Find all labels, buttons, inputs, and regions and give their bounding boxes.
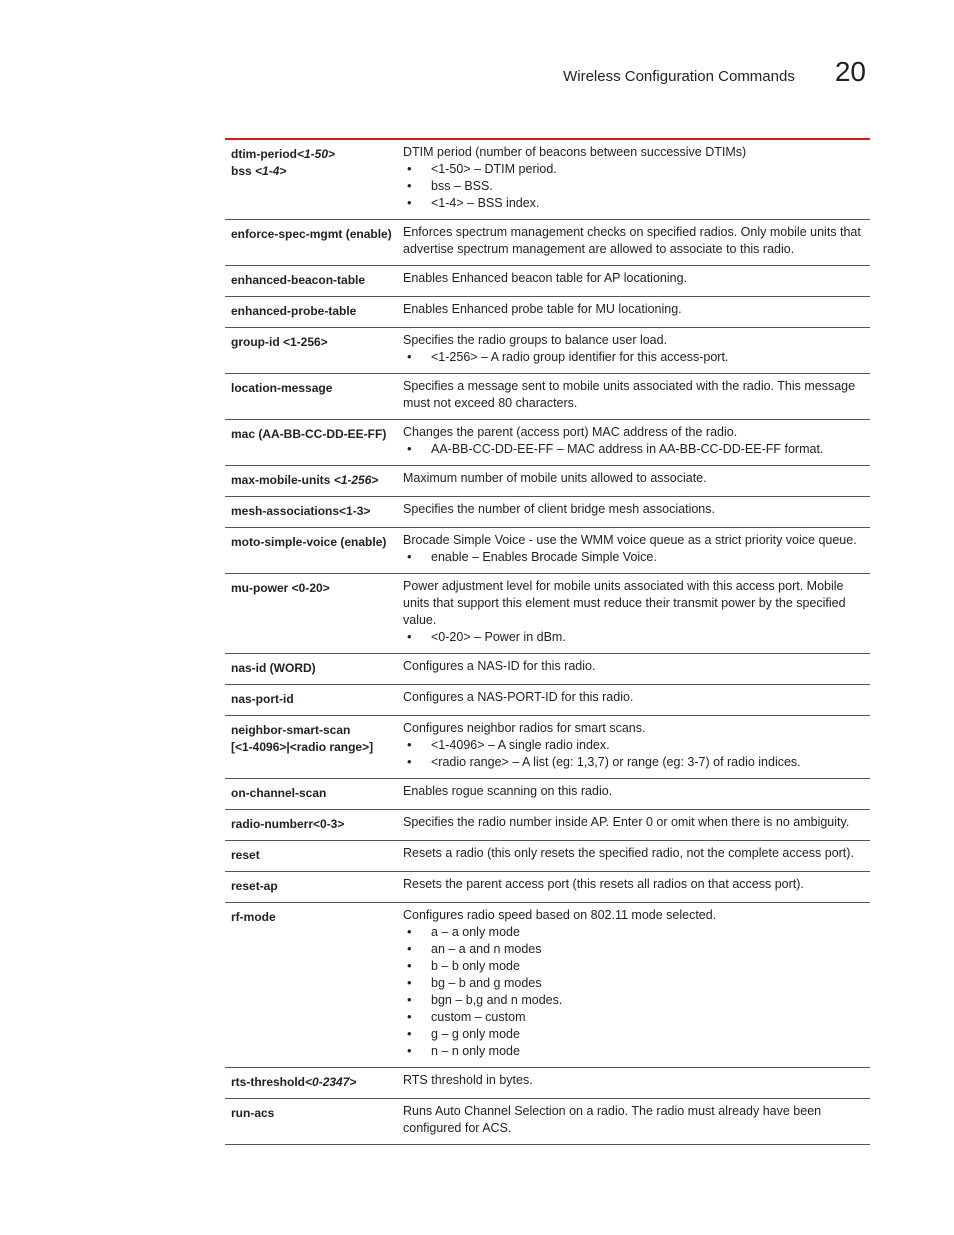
- description-text: Power adjustment level for mobile units associated with this access port. Mobile units that support this element must reduce their transmit power by the specified value.: [403, 579, 846, 627]
- bullet-icon: •: [407, 754, 412, 769]
- command-keyword: neighbor-smart-scan: [231, 723, 351, 737]
- list-item-text: bg – b and g modes: [431, 976, 542, 990]
- command-cell: [225, 501, 403, 520]
- list-item: [403, 178, 866, 195]
- command-name-line: [231, 146, 403, 163]
- command-cell: [225, 301, 403, 320]
- list-item: [403, 737, 866, 754]
- description-cell: [403, 876, 870, 895]
- command-keyword: rts-threshold: [231, 1075, 306, 1089]
- list-item-text: <radio range> – A list (eg: 1,3,7) or range (eg: 3-7) of radio indices.: [431, 755, 801, 769]
- bullet-icon: •: [407, 549, 412, 564]
- description-cell: [403, 783, 870, 802]
- command-name-line: [231, 503, 403, 520]
- command-cell: [225, 845, 403, 864]
- command-name-line: [231, 1074, 403, 1091]
- command-name-line: [231, 660, 403, 677]
- command-keyword: location-message: [231, 381, 333, 395]
- bullet-icon: •: [407, 178, 412, 193]
- list-item-text: AA-BB-CC-DD-EE-FF – MAC address in AA-BB-CC-DD-EE-FF format.: [431, 442, 824, 456]
- bullet-icon: •: [407, 629, 412, 644]
- command-keyword: reset: [231, 848, 260, 862]
- description-text: Runs Auto Channel Selection on a radio. The radio must already have been configured for ACS.: [403, 1104, 822, 1135]
- list-item: [403, 441, 866, 458]
- bullet-icon: •: [407, 992, 412, 1007]
- command-cell: [225, 470, 403, 489]
- list-item-text: a – a only mode: [431, 925, 520, 939]
- bullet-list: [403, 441, 866, 458]
- table-row: [225, 574, 870, 654]
- bullet-list: [403, 349, 866, 366]
- bullet-icon: •: [407, 349, 412, 364]
- command-table: [225, 138, 870, 1145]
- description-cell: [403, 301, 870, 320]
- table-row: [225, 654, 870, 685]
- command-argument: <1-4>: [255, 164, 287, 178]
- command-name-line: [231, 722, 403, 739]
- table-row: [225, 266, 870, 297]
- bullet-icon: •: [407, 1026, 412, 1041]
- list-item: [403, 549, 866, 566]
- command-keyword: run-acs: [231, 1106, 275, 1120]
- bullet-list: [403, 924, 866, 1060]
- table-row: [225, 810, 870, 841]
- command-keyword: enhanced-beacon-table: [231, 273, 366, 287]
- list-item-text: n – n only mode: [431, 1044, 520, 1058]
- command-name-line: [231, 303, 403, 320]
- list-item-text: custom – custom: [431, 1010, 526, 1024]
- command-name-line: [231, 534, 403, 551]
- description-text: Configures neighbor radios for smart scans.: [403, 721, 646, 735]
- table-row: [225, 872, 870, 903]
- list-item-text: <1-4096> – A single radio index.: [431, 738, 610, 752]
- list-item-text: an – a and n modes: [431, 942, 542, 956]
- command-cell: [225, 876, 403, 895]
- command-name-line: [231, 909, 403, 926]
- description-text: Configures a NAS-PORT-ID for this radio.: [403, 690, 634, 704]
- command-name-line: [231, 847, 403, 864]
- list-item-text: <1-50> – DTIM period.: [431, 162, 557, 176]
- command-keyword: on-channel-scan: [231, 786, 327, 800]
- table-row: [225, 420, 870, 466]
- command-keyword: moto-simple-voice (enable): [231, 535, 387, 549]
- bullet-list: [403, 629, 866, 646]
- bullet-icon: •: [407, 161, 412, 176]
- list-item: [403, 941, 866, 958]
- command-cell: [225, 144, 403, 212]
- command-keyword: mu-power <0-20>: [231, 581, 330, 595]
- header-title: Wireless Configuration Commands: [563, 68, 795, 85]
- command-keyword: bss: [231, 164, 256, 178]
- description-cell: [403, 907, 870, 1060]
- list-item-text: b – b only mode: [431, 959, 520, 973]
- list-item-text: g – g only mode: [431, 1027, 520, 1041]
- description-text: Enforces spectrum management checks on specified radios. Only mobile units that advertise spectrum management are allowed to associate to this radio.: [403, 225, 861, 256]
- command-name-line: [231, 163, 403, 180]
- description-cell: [403, 532, 870, 566]
- table-row: [225, 779, 870, 810]
- command-argument: <1-256>: [333, 473, 379, 487]
- command-name-line: [231, 580, 403, 597]
- description-cell: [403, 1072, 870, 1091]
- description-cell: [403, 424, 870, 458]
- table-row: [225, 374, 870, 420]
- description-text: Specifies the radio number inside AP. Enter 0 or omit when there is no ambiguity.: [403, 815, 850, 829]
- description-text: DTIM period (number of beacons between successive DTIMs): [403, 145, 747, 159]
- command-argument: <0-2347>: [305, 1075, 357, 1089]
- command-keyword: max-mobile-units: [231, 473, 334, 487]
- command-keyword: dtim-period: [231, 147, 297, 161]
- bullet-icon: •: [407, 737, 412, 752]
- table-row: [225, 140, 870, 220]
- command-keyword: enhanced-probe-table: [231, 304, 357, 318]
- description-text: Enables Enhanced beacon table for AP locationing.: [403, 271, 688, 285]
- command-cell: [225, 332, 403, 366]
- command-name-line: [231, 785, 403, 802]
- list-item-text: enable – Enables Brocade Simple Voice.: [431, 550, 657, 564]
- table-row: [225, 297, 870, 328]
- description-cell: [403, 470, 870, 489]
- command-name-line: [231, 472, 403, 489]
- command-cell: [225, 783, 403, 802]
- command-keyword: rf-mode: [231, 910, 276, 924]
- description-text: RTS threshold in bytes.: [403, 1073, 533, 1087]
- table-row: [225, 685, 870, 716]
- command-name-line: [231, 691, 403, 708]
- bullet-icon: •: [407, 441, 412, 456]
- command-cell: [225, 378, 403, 412]
- list-item-text: bgn – b,g and n modes.: [431, 993, 563, 1007]
- list-item: [403, 975, 866, 992]
- command-cell: [225, 532, 403, 566]
- description-text: Changes the parent (access port) MAC address of the radio.: [403, 425, 738, 439]
- command-cell: [225, 424, 403, 458]
- list-item: [403, 1026, 866, 1043]
- description-text: Specifies a message sent to mobile units associated with the radio. This message must not exceed 80 characters.: [403, 379, 856, 410]
- description-cell: [403, 501, 870, 520]
- list-item: [403, 1043, 866, 1060]
- command-keyword: enforce-spec-mgmt (enable): [231, 227, 392, 241]
- command-keyword: mesh-associations<1-3>: [231, 504, 371, 518]
- list-item-text: <1-4> – BSS index.: [431, 196, 540, 210]
- description-cell: [403, 378, 870, 412]
- list-item: [403, 754, 866, 771]
- bullet-list: [403, 549, 866, 566]
- command-name-line: [231, 816, 403, 833]
- command-name-line: [231, 739, 403, 756]
- command-name-line: [231, 380, 403, 397]
- command-cell: [225, 907, 403, 1060]
- description-cell: [403, 814, 870, 833]
- description-cell: [403, 332, 870, 366]
- list-item: [403, 195, 866, 212]
- description-text: Brocade Simple Voice - use the WMM voice queue as a strict priority voice queue.: [403, 533, 857, 547]
- table-row: [225, 328, 870, 374]
- command-keyword: [<1-4096>|<radio range>]: [231, 740, 374, 754]
- table-row: [225, 1068, 870, 1099]
- description-text: Specifies the number of client bridge mesh associations.: [403, 502, 715, 516]
- table-row: [225, 528, 870, 574]
- command-name-line: [231, 1105, 403, 1122]
- command-cell: [225, 224, 403, 258]
- description-text: Enables rogue scanning on this radio.: [403, 784, 613, 798]
- command-name-line: [231, 272, 403, 289]
- list-item: [403, 992, 866, 1009]
- table-row: [225, 716, 870, 779]
- command-cell: [225, 578, 403, 646]
- command-cell: [225, 814, 403, 833]
- description-cell: [403, 845, 870, 864]
- bullet-list: [403, 161, 866, 212]
- list-item: [403, 958, 866, 975]
- bullet-icon: •: [407, 924, 412, 939]
- description-text: Specifies the radio groups to balance user load.: [403, 333, 668, 347]
- bullet-icon: •: [407, 1009, 412, 1024]
- table-row: [225, 466, 870, 497]
- description-text: Maximum number of mobile units allowed to associate.: [403, 471, 707, 485]
- description-text: Resets the parent access port (this resets all radios on that access port).: [403, 877, 804, 891]
- description-text: Configures radio speed based on 802.11 mode selected.: [403, 908, 717, 922]
- table-row: [225, 903, 870, 1068]
- command-keyword: nas-id (WORD): [231, 661, 316, 675]
- command-cell: [225, 270, 403, 289]
- description-cell: [403, 658, 870, 677]
- command-name-line: [231, 334, 403, 351]
- command-cell: [225, 1072, 403, 1091]
- command-name-line: [231, 226, 403, 243]
- bullet-icon: •: [407, 1043, 412, 1058]
- description-cell: [403, 224, 870, 258]
- description-cell: [403, 689, 870, 708]
- command-name-line: [231, 426, 403, 443]
- description-cell: [403, 144, 870, 212]
- command-keyword: reset-ap: [231, 879, 278, 893]
- list-item: [403, 924, 866, 941]
- description-cell: [403, 720, 870, 771]
- page-header: [563, 56, 866, 88]
- description-text: Enables Enhanced probe table for MU locationing.: [403, 302, 682, 316]
- command-cell: [225, 658, 403, 677]
- table-row: [225, 1099, 870, 1145]
- table-row: [225, 497, 870, 528]
- bullet-icon: •: [407, 941, 412, 956]
- chapter-number: 20: [834, 56, 866, 87]
- command-cell: [225, 720, 403, 771]
- command-cell: [225, 1103, 403, 1137]
- description-cell: [403, 270, 870, 289]
- description-cell: [403, 1103, 870, 1137]
- command-keyword: group-id <1-256>: [231, 335, 328, 349]
- table-row: [225, 220, 870, 266]
- command-name-line: [231, 878, 403, 895]
- bullet-icon: •: [407, 195, 412, 210]
- table-row: [225, 841, 870, 872]
- description-text: Resets a radio (this only resets the specified radio, not the complete access port).: [403, 846, 854, 860]
- command-argument: <1-50>: [297, 147, 336, 161]
- bullet-icon: •: [407, 958, 412, 973]
- list-item-text: <1-256> – A radio group identifier for this access-port.: [431, 350, 729, 364]
- command-cell: [225, 689, 403, 708]
- list-item: [403, 349, 866, 366]
- list-item: [403, 629, 866, 646]
- list-item-text: <0-20> – Power in dBm.: [431, 630, 566, 644]
- description-text: Configures a NAS-ID for this radio.: [403, 659, 596, 673]
- list-item: [403, 161, 866, 178]
- command-keyword: mac (AA-BB-CC-DD-EE-FF): [231, 427, 387, 441]
- list-item-text: bss – BSS.: [431, 179, 493, 193]
- description-cell: [403, 578, 870, 646]
- bullet-list: [403, 737, 866, 771]
- command-keyword: nas-port-id: [231, 692, 294, 706]
- bullet-icon: •: [407, 975, 412, 990]
- list-item: [403, 1009, 866, 1026]
- command-keyword: radio-numberr<0-3>: [231, 817, 345, 831]
